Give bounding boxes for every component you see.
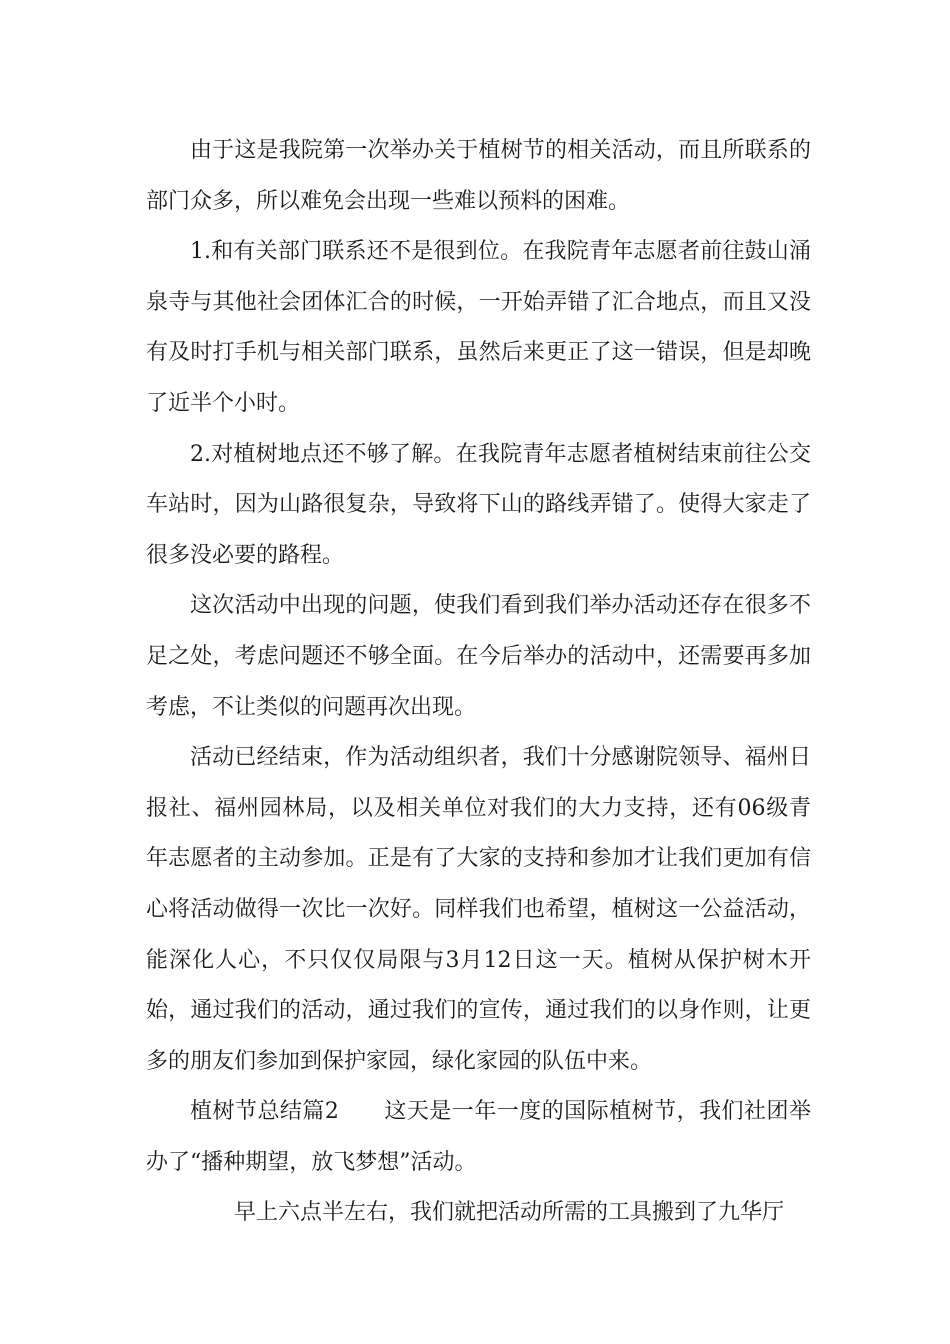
paragraph-morning: 早上六点半左右，我们就把活动所需的工具搬到了九华厅 xyxy=(234,1200,785,1226)
paragraph-item-2: 2.对植树地点还不够了解。在我院青年志愿者植树结束前往公交车站时，因为山路很复杂，导致将下山的路线弄错了。使得大家走了很多没必要的路程。 xyxy=(146,441,811,568)
paragraph-thanks: 活动已经结束，作为活动组织者，我们十分感谢院领导、福州日报社、福州园林局，以及相关单位对我们的大力支持，还有06级青年志愿者的主动参加。正是有了大家的支持和参加才让我们更加有信心将活动做得一次比一次好。同样我们也希望，植树这一公益活动，能深化人心，不只仅仅局限与3月12日这一天。植树从保护树木开始，通过我们的活动，通过我们的宣传，通过我们的以身作则，让更多的朋友们参加到保护家园，绿化家园的队伍中来。 xyxy=(146,745,811,1074)
document-body xyxy=(146,126,811,1239)
paragraph-item-1: 1.和有关部门联系还不是很到位。在我院青年志愿者前往鼓山涌泉寺与其他社会团体汇合的时候，一开始弄错了汇合地点，而且又没有及时打手机与相关部门联系，虽然后来更正了这一错误，但是却晚了近半个小时。 xyxy=(146,239,811,416)
paragraph-intro: 由于这是我院第一次举办关于植树节的相关活动，而且所联系的部门众多，所以难免会出现一些难以预料的困难。 xyxy=(146,138,811,214)
paragraph-problems: 这次活动中出现的问题，使我们看到我们举办活动还存在很多不足之处，考虑问题还不够全面。在今后举办的活动中，还需要再多加考虑，不让类似的问题再次出现。 xyxy=(146,593,811,720)
paragraph-section-2-start: 植树节总结篇2 这天是一年一度的国际植树节，我们社团举办了“播种期望，放飞梦想”活动。 xyxy=(146,1099,811,1175)
